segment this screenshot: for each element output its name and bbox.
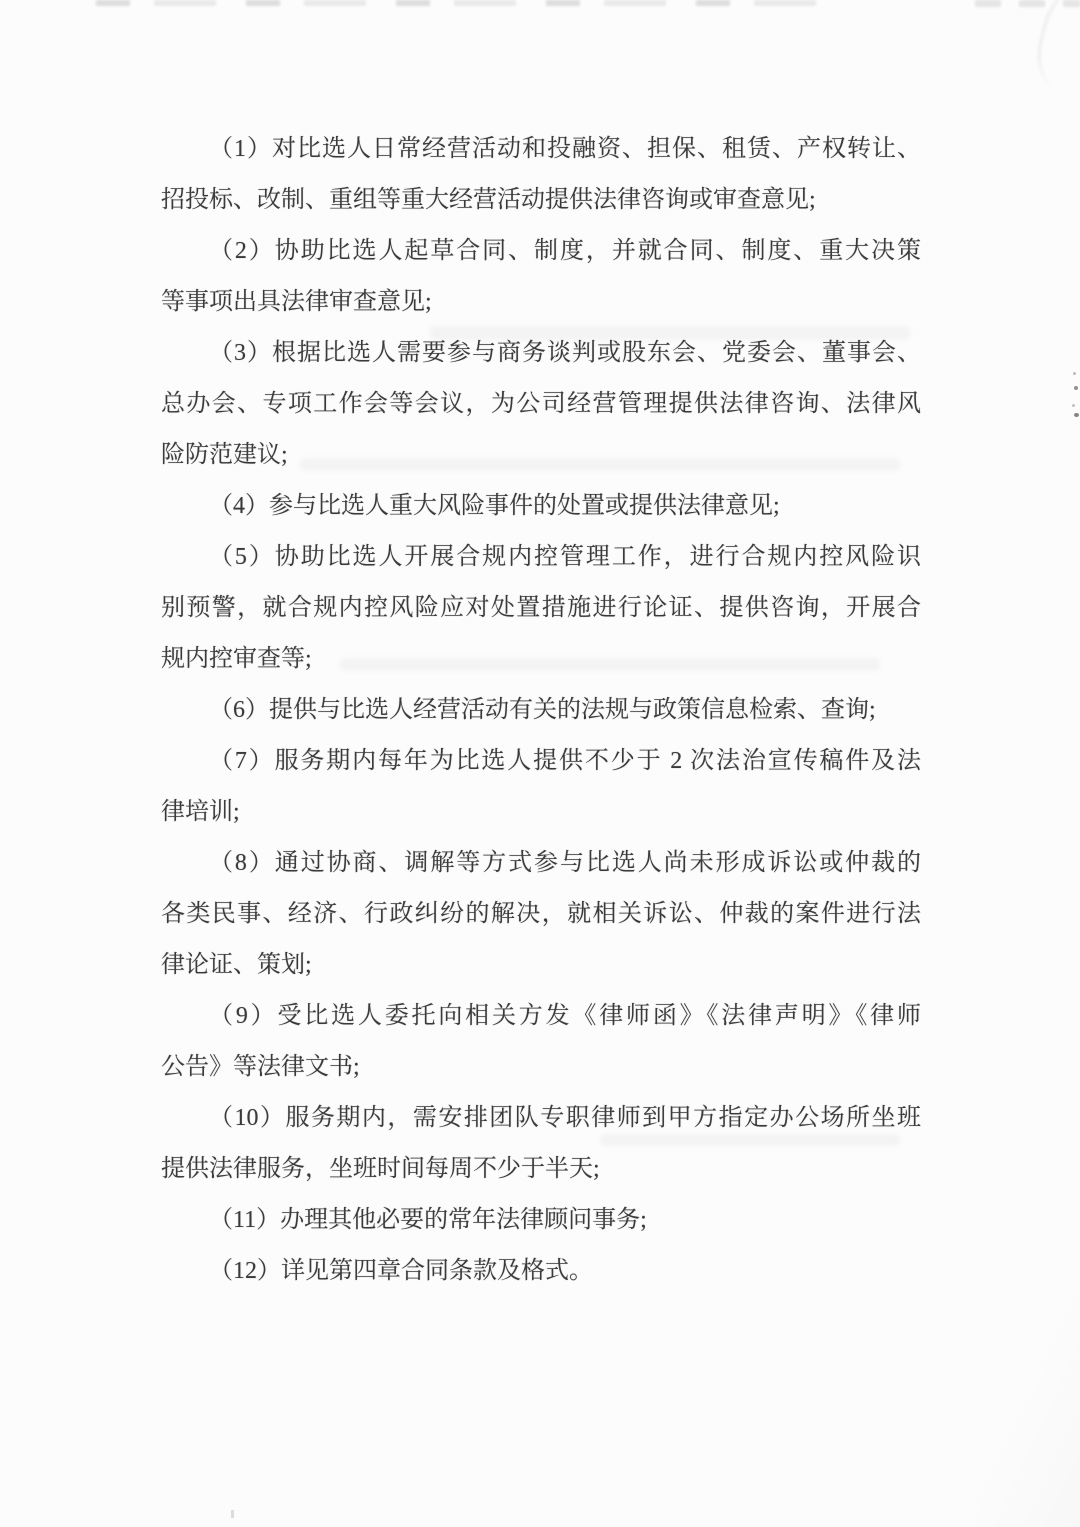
- document-body: [161, 124, 921, 1297]
- list-item-5-line-1: （5）协助比选人开展合规内控管理工作，进行合规内控风险识: [209, 544, 921, 570]
- scan-speck-artifact: [231, 1510, 234, 1518]
- list-item-8-line-1: （8）通过协商、调解等方式参与比选人尚未形成诉讼或仲裁的: [209, 850, 921, 876]
- list-item-5-line-2: 别预警，就合规内控风险应对处置措施进行论证、提供咨询，开展合: [161, 595, 921, 621]
- list-item-2-line-1: （2）协助比选人起草合同、制度，并就合同、制度、重大决策: [209, 238, 921, 264]
- scan-speck-artifact: [1073, 372, 1076, 375]
- scan-edge-artifact: [975, 0, 1080, 7]
- list-item-1-line-2: 招投标、改制、重组等重大经营活动提供法律咨询或审查意见;: [161, 187, 816, 213]
- list-item-7-line-2: 律培训;: [161, 799, 240, 825]
- scan-speck-artifact: [1072, 404, 1075, 407]
- scan-edge-artifact: [96, 0, 836, 6]
- list-item-8-line-3: 律论证、策划;: [161, 952, 312, 978]
- list-item-6-line-1: （6）提供与比选人经营活动有关的法规与政策信息检索、查询;: [209, 697, 876, 723]
- list-item-8-line-2: 各类民事、经济、行政纠纷的解决，就相关诉讼、仲裁的案件进行法: [161, 901, 921, 927]
- list-item-5-line-3: 规内控审查等;: [161, 646, 312, 672]
- list-item-11-line-1: （11）办理其他必要的常年法律顾问事务;: [209, 1207, 647, 1233]
- list-item-9-line-1: （9）受比选人委托向相关方发《律师函》《法律声明》《律师: [209, 1003, 921, 1029]
- list-item-3-line-3: 险防范建议;: [161, 442, 288, 468]
- list-item-4-line-1: （4）参与比选人重大风险事件的处置或提供法律意见;: [209, 493, 780, 519]
- list-item-7-line-1: （7）服务期内每年为比选人提供不少于 2 次法治宣传稿件及法: [209, 748, 921, 774]
- list-item-3-line-2: 总办会、专项工作会等会议，为公司经营管理提供法律咨询、法律风: [161, 391, 921, 417]
- list-item-12-line-1: （12）详见第四章合同条款及格式。: [209, 1258, 593, 1284]
- list-item-10-line-1: （10）服务期内，需安排团队专职律师到甲方指定办公场所坐班: [209, 1105, 921, 1131]
- scan-speck-artifact: [1074, 413, 1079, 417]
- list-item-1-line-1: （1）对比选人日常经营活动和投融资、担保、租赁、产权转让、: [209, 136, 921, 162]
- scan-speck-artifact: [1074, 386, 1078, 390]
- scan-corner-artifact: [1030, 0, 1080, 99]
- list-item-10-line-2: 提供法律服务，坐班时间每周不少于半天;: [161, 1156, 600, 1182]
- list-item-2-line-2: 等事项出具法律审查意见;: [161, 289, 432, 315]
- list-item-9-line-2: 公告》等法律文书;: [161, 1054, 360, 1080]
- list-item-3-line-1: （3）根据比选人需要参与商务谈判或股东会、党委会、董事会、: [209, 340, 921, 366]
